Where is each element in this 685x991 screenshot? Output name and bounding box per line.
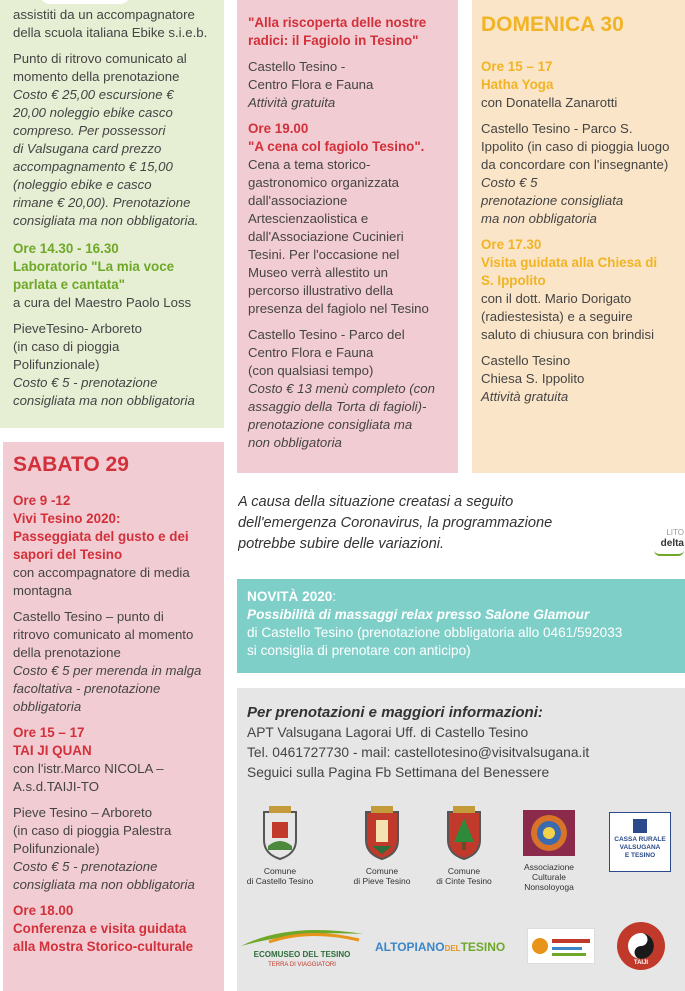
middle-panel [237,0,458,473]
event-by: con Donatella Zanarotti [481,95,618,110]
event-time: Ore 18.00 [13,903,74,918]
event-place: (in caso di pioggia [13,339,120,354]
event-title: "Alla riscoperta delle nostre [248,15,427,30]
logo-caption: di Cinte Tesino [436,876,492,886]
event-title: Conferenza e visita guidata [13,921,187,936]
litodelta-text: delta [660,538,684,549]
event-desc: percorso illustrativo della [248,283,394,298]
event-desc: dall'associazione [248,193,348,208]
event-by: A.s.d.TAIJI-TO [13,779,99,794]
novita-line: di Castello Tesino (prenotazione obbligatoria allo 0461/592033 [247,625,623,640]
event-place: (con qualsiasi tempo) [248,363,374,378]
cost-line: compreso. Per possessori [13,123,166,138]
logo-caption: Associazione [523,862,575,872]
event-title: parlata e cantata" [13,277,126,292]
event-cost: Attività gratuita [248,95,336,110]
logo-pieve [343,806,421,886]
ecomuseo-swoosh-icon [239,924,365,948]
logo-caption: di Castello Tesino [246,876,314,886]
event-desc: gastronomico organizzata [248,175,400,190]
info-line: Seguici sulla Pagina Fb Settimana del Benessere [247,765,550,780]
logo-ecomuseo [239,924,365,968]
info-panel [237,688,685,991]
event-title: sapori del Tesino [13,547,123,562]
yoga-badge-icon [528,929,594,963]
event-by: saluto di chiusura con brindisi [481,327,654,342]
event-desc: Cena a tema storico- [248,157,371,172]
event-title: Passeggiata del gusto e dei [13,529,189,544]
logo-castello [241,806,319,886]
novita-colon: : [332,589,337,604]
novita-label: NOVITÀ 2020 [247,589,333,604]
cost-line: di Valsugana card prezzo [13,141,162,156]
event-cost: prenotazione consigliata [481,193,624,208]
event-place: Polifunzionale) [13,841,100,856]
event-title: S. Ippolito [481,273,546,288]
event-title: "A cena col fagiolo Tesino". [248,139,425,154]
event-title: radici: il Fagiolo in Tesino" [248,33,419,48]
cost-line: (noleggio ebike e casco [13,177,152,192]
event-place: Castello Tesino - Parco del [248,327,405,342]
event-cost: Costo € 5 [481,175,538,190]
novita-line: Possibilità di massaggi relax presso Salone Glamour [247,607,590,622]
event-place: Centro Flora e Fauna [248,77,374,92]
saturday-panel [3,442,224,991]
logo-caption: E TESINO [624,852,656,859]
mandala-icon [523,810,575,856]
text-line: assistiti da un accompagnatore [13,7,195,22]
event-title: Hatha Yoga [481,77,554,92]
event-place: ritrovo comunicato al momento [13,627,194,642]
altopiano-text: DEL [444,944,461,953]
meeting-line: Punto di ritrovo comunicato al [13,51,187,66]
logo-caption: Culturale [531,872,567,882]
text-line: della scuola italiana Ebike s.i.e.b. [13,25,208,40]
event-title: Vivi Tesino 2020: [13,511,121,526]
pieve-crest-icon [362,806,402,860]
event-title: Visita guidata alla Chiesa di [481,255,658,270]
cost-line: rimane € 20,00). Prenotazione [13,195,191,210]
day-title: DOMENICA 30 [481,13,624,36]
event-desc: Artescienzaolistica e [248,211,369,226]
event-place: da concordare con l'insegnante) [481,157,669,172]
event-cost: non obbligatoria [248,435,342,450]
cinte-crest-icon [444,806,484,860]
cost-line: accompagnamento € 15,00 [13,159,173,174]
litodelta-logo [654,528,684,564]
cost-line: consigliata ma non obbligatoria. [13,213,199,228]
logo-caption: di Pieve Tesino [353,876,411,886]
event-cost: obbligatoria [13,699,82,714]
event-place: Polifunzionale) [13,357,100,372]
logo-caption: ECOMUSEO DEL TESINO [253,950,351,959]
event-time: Ore 15 – 17 [13,725,85,740]
info-line: APT Valsugana Lagorai Uff. di Castello Tesino [247,725,529,740]
event-cost: consigliata ma non obbligatoria [13,877,195,892]
event-place: (in caso di pioggia Palestra [13,823,172,838]
event-place: Chiesa S. Ippolito [481,371,585,386]
event-place: Castello Tesino [481,353,571,368]
coronavirus-notice [238,492,638,558]
event-by: montagna [13,583,72,598]
event-title: alla Mostra Storico-culturale [13,939,194,954]
event-cost: Costo € 13 menù completo (con [248,381,435,396]
logo-taiji [613,920,669,972]
logo-caption: CASSA RURALE [614,836,666,843]
event-time: Ore 17.30 [481,237,542,252]
novita-line: si consiglia di prenotare con anticipo) [247,643,471,658]
logo-caption: Comune [365,866,399,876]
green-top-tab [40,0,130,4]
event-desc: presenza del fagiolo nel Tesino [248,301,429,316]
event-title: TAI JI QUAN [13,743,92,758]
event-time: Ore 15 – 17 [481,59,553,74]
event-place: Centro Flora e Fauna [248,345,374,360]
cost-line: Costo € 25,00 escursione € [13,87,174,102]
logo-nonsoloyoga [511,810,587,892]
logo-caption: Comune [263,866,297,876]
logo-caption: TERRA DI VIAGGIATORI [268,962,336,968]
logo-caption: VALSUGANA [619,844,661,851]
notice-line: A causa della situazione creatasi a seguito [238,494,514,510]
event-cost: prenotazione consigliata ma [248,417,413,432]
logo-altopiano [375,938,515,960]
event-cost: Costo € 5 - prenotazione [13,859,158,874]
event-cost: Costo € 5 - prenotazione [13,375,158,390]
day-title: SABATO 29 [13,453,129,476]
litodelta-text: LITO [666,528,684,537]
event-by: (radiestesista) e a seguire [481,309,633,324]
info-line: Tel. 0461727730 - mail: castellotesino@visitvalsugana.it [247,745,590,760]
meeting-line: momento della prenotazione [13,69,180,84]
notice-line: potrebbe subire delle variazioni. [238,536,445,552]
event-title: Laboratorio "La mia voce [13,259,175,274]
event-cost: Attività gratuita [481,389,569,404]
castello-crest-icon [260,806,300,860]
logo-yoga-badge [527,928,595,964]
event-cost: assaggio della Torta di fagioli)- [248,399,427,414]
event-desc: Museo verrà allestito un [248,265,389,280]
event-place: Ippolito (in caso di pioggia luogo [481,139,670,154]
altopiano-text: ALTOPIANO [375,940,445,954]
info-title: Per prenotazioni e maggiori informazioni: [247,704,543,721]
event-place: della prenotazione [13,645,121,660]
logo-cassa-rurale [609,812,671,872]
event-cost: consigliata ma non obbligatoria [13,393,195,408]
novita-panel [237,579,685,673]
event-desc: dall'Associazione Cucinieri [248,229,404,244]
sunday-panel [472,0,685,473]
logo-cinte [425,806,503,886]
event-by: con accompagnatore di media [13,565,190,580]
event-cost: ma non obbligatoria [481,211,597,226]
event-place: Pieve Tesino – Arboreto [13,805,153,820]
event-place: Castello Tesino - [248,59,346,74]
event-place: Castello Tesino – punto di [13,609,164,624]
event-time: Ore 19.00 [248,121,309,136]
event-time: Ore 9 -12 [13,493,71,508]
event-place: PieveTesino- Arboreto [13,321,143,336]
event-by: con il dott. Mario Dorigato [481,291,632,306]
event-time: Ore 14.30 - 16.30 [13,241,119,256]
logo-caption: Comune [447,866,481,876]
event-by: con l'istr.Marco NICOLA – [13,761,164,776]
litodelta-swoosh [654,550,684,556]
event-cost: Costo € 5 per merenda in malga [13,663,202,678]
altopiano-text: TESINO [460,940,506,954]
event-by: a cura del Maestro Paolo Loss [13,295,192,310]
notice-line: dell'emergenza Coronavirus, la programmazione [238,515,553,531]
green-panel [0,0,224,428]
cost-line: 20,00 noleggio ebike casco [13,105,173,120]
event-cost: facoltativa - prenotazione [13,681,161,696]
event-desc: Tesini. Per l'occasione nel [248,247,400,262]
logo-caption: Nonsoloyoga [524,882,574,892]
cassa-mark-icon [633,819,647,833]
taiji-text: TAIJI [633,960,649,966]
event-place: Castello Tesino - Parco S. [481,121,633,136]
novita-heading [247,588,679,606]
